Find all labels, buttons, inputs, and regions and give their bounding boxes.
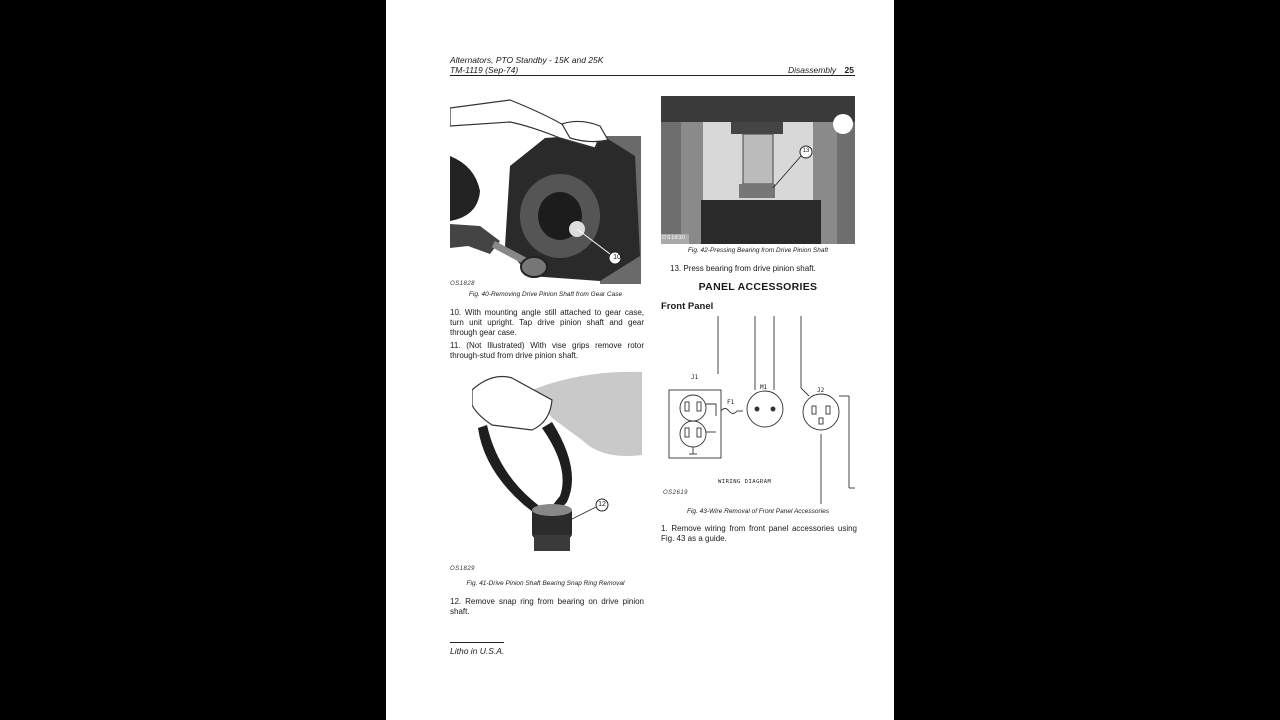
step-10-text: 10. With mounting angle still attached to gear case, turn unit upright. Tap drive pinion shaft and gear through gear case.	[450, 308, 644, 337]
fig42-caption: Fig. 42-Pressing Bearing from Drive Pinion Shaft	[687, 247, 829, 254]
step-12-text: 12. Remove snap ring from bearing on drive pinion shaft.	[450, 597, 644, 616]
fig40-code: OS1828	[450, 281, 476, 287]
step-1-text: 1. Remove wiring from front panel accessories using Fig. 43 as a guide.	[661, 524, 857, 543]
fig40-caption: Fig. 40-Removing Drive Pinion Shaft from Gear Case	[468, 291, 623, 298]
footer-text: Litho in U.S.A.	[450, 646, 505, 656]
fig42-code: OS1830	[662, 235, 686, 241]
section-name: Disassembly	[787, 65, 837, 75]
label-f1: F1	[727, 399, 735, 406]
label-j1: J1	[691, 374, 699, 381]
fig41-caption: Fig. 41-Drive Pinion Shaft Bearing Snap Ring Removal	[466, 580, 625, 587]
header-right	[788, 65, 854, 75]
fig42-callout: 13	[802, 148, 810, 154]
subsection-title: Front Panel	[661, 301, 714, 312]
section-title: PANEL ACCESSORIES	[698, 281, 818, 293]
header-title	[450, 55, 603, 75]
fig41-code: OS1829	[450, 566, 476, 572]
fig41-photo	[472, 370, 642, 560]
fig42-photo	[661, 96, 855, 244]
fig43-diagram-title: WIRING DIAGRAM	[718, 479, 772, 485]
fig41-callout: 12	[598, 501, 606, 508]
fig43-caption: Fig. 43-Wire Removal of Front Panel Accessories	[686, 508, 830, 515]
header-rule	[450, 75, 855, 76]
page-number: 25	[844, 65, 854, 75]
document-page	[386, 0, 894, 720]
footer-rule	[450, 642, 504, 643]
fig43-code: OS2619	[663, 490, 689, 496]
label-m1: M1	[760, 384, 768, 391]
fig40-callout: 10	[613, 254, 621, 261]
step-11-text: 11. (Not Illustrated) With vise grips remove rotor through-stud from drive pinion shaft.	[450, 341, 644, 360]
step-13-text: 13. Press bearing from drive pinion shaft.	[670, 264, 816, 273]
header-title-line1: Alternators, PTO Standby - 15K and 25K	[450, 55, 604, 65]
header-title-line2: TM-1119 (Sep-74)	[450, 65, 519, 75]
label-j2: J2	[817, 387, 825, 394]
